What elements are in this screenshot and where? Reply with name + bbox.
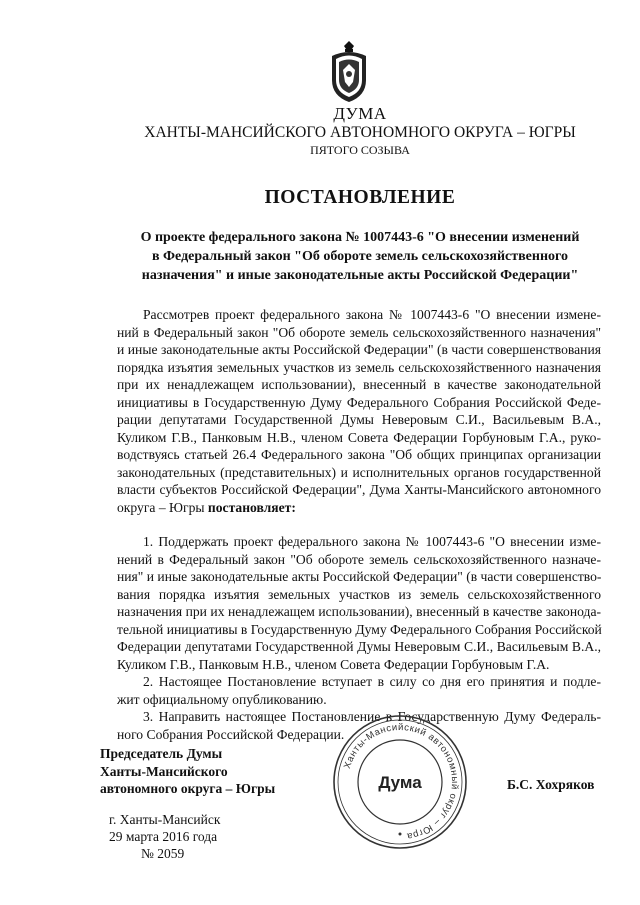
item2-line: 2. Настоящее Постановление вступает в силу со дня его принятия и подле- (143, 674, 601, 689)
subject-line: назначения" и иные законодательные акты Российской Федерации" (141, 268, 579, 283)
city: г. Ханты-Мансийск (109, 812, 221, 827)
preamble-line: водствуясь статьей 26.4 Федерального закона "Об общих принципах организации (117, 447, 601, 462)
preamble-final-line (117, 500, 601, 516)
item3-line: 3. Направить настоящее Постановление в Государственную Думу Федераль- (143, 709, 601, 724)
subject-line: в Федеральный закон "Об обороте земель сельскохозяйственного (151, 249, 569, 264)
item1-line: Куликом Г.В., Панковым Н.В., членом Совета Федерации Горбуновым Г.А. (117, 656, 550, 672)
header-okrug: ХАНТЫ-МАНСИЙСКОГО АВТОНОМНОГО ОКРУГА – ЮГРЫ (144, 124, 576, 141)
header-sozyv: ПЯТОГО СОЗЫВА (310, 143, 410, 157)
item1-line: Федерации депутатами Государственной Думы Неверовым С.И., Васильевым В.А., (117, 639, 601, 654)
signatory-name: Б.С. Хохряков (507, 777, 595, 792)
position-line: Ханты-Мансийского (100, 763, 228, 779)
place-date-block (109, 811, 220, 862)
subject-line: О проекте федерального закона № 1007443-6 "О внесении изменений (140, 230, 580, 245)
stamp-ring-text: Ханты-Мансийский автономный округ – Югра (341, 721, 461, 842)
preamble-line: законодательных (представительных) и исполнительных органов государственной (117, 464, 601, 480)
preamble-line: ний в Федеральный закон "Об обороте земель сельскохозяйственного назначения" (117, 324, 601, 340)
item1-line: вания порядка изъятия земельных участков из земель сельскохозяйственного (117, 586, 601, 602)
preamble-line: рации депутатами Государственной Думы Неверовым С.И., Васильевым В.А., (117, 412, 601, 427)
preamble-line: при их ненадлежащем использовании), внесенный в качестве законодательной (117, 377, 601, 392)
item2-line: жит официальному опубликованию. (117, 691, 327, 707)
item1-line: тельной инициативы в Государственную Думу Федерального Собрания Российской (117, 621, 602, 637)
stamp-center-text: Дума (378, 773, 422, 792)
coat-of-arms-emblem (326, 40, 372, 104)
item1-line: ния" и иные законодательные акты Российской Федерации" (в части совершенство- (117, 569, 602, 584)
preamble-final-text: округа – Югры (117, 499, 205, 515)
preamble-line: власти субъектов Российской Федерации", Дума Ханты-Мансийского автономного (117, 482, 601, 497)
item1-line: нений в Федеральный закон "Об обороте земель сельскохозяйственного назначе- (117, 551, 601, 567)
preamble-line: инициативы в Государственную Думу Федерального Собрания Российской Феде- (117, 394, 601, 410)
item1-line: 1. Поддержать проект федерального закона № 1007443-6 "О внесении изме- (143, 534, 601, 549)
resolves-word: постановляет: (207, 499, 296, 515)
preamble-line: Куликом Г.В., Панковым Н.В., членом Совета Федерации Горбуновым Г.А., руко- (117, 429, 601, 445)
document-subject (70, 228, 640, 285)
official-stamp (330, 712, 470, 852)
date: 29 марта 2016 года (109, 829, 218, 844)
position-line: автономного округа – Югры (100, 781, 276, 796)
preamble-line: порядка изъятия земельных участков из земель сельскохозяйственного назначения (117, 359, 601, 375)
position-line: Председатель Думы (100, 746, 223, 761)
item3-line: ного Собрания Российской Федерации. (117, 726, 345, 742)
header-duma: ДУМА (333, 104, 387, 123)
document-number: № 2059 (141, 846, 185, 861)
document-title: ПОСТАНОВЛЕНИЕ (264, 187, 456, 208)
item1-line: назначения при их ненадлежащем использовании), внесенный в качестве законода- (117, 604, 601, 619)
signatory-position (100, 745, 275, 798)
preamble-line: Рассмотрев проект федерального закона № 1007443-6 "О внесении измене- (143, 307, 601, 322)
preamble-line: и иные законодательные акты Российской Федерации" (в части совершенствования (117, 342, 601, 357)
